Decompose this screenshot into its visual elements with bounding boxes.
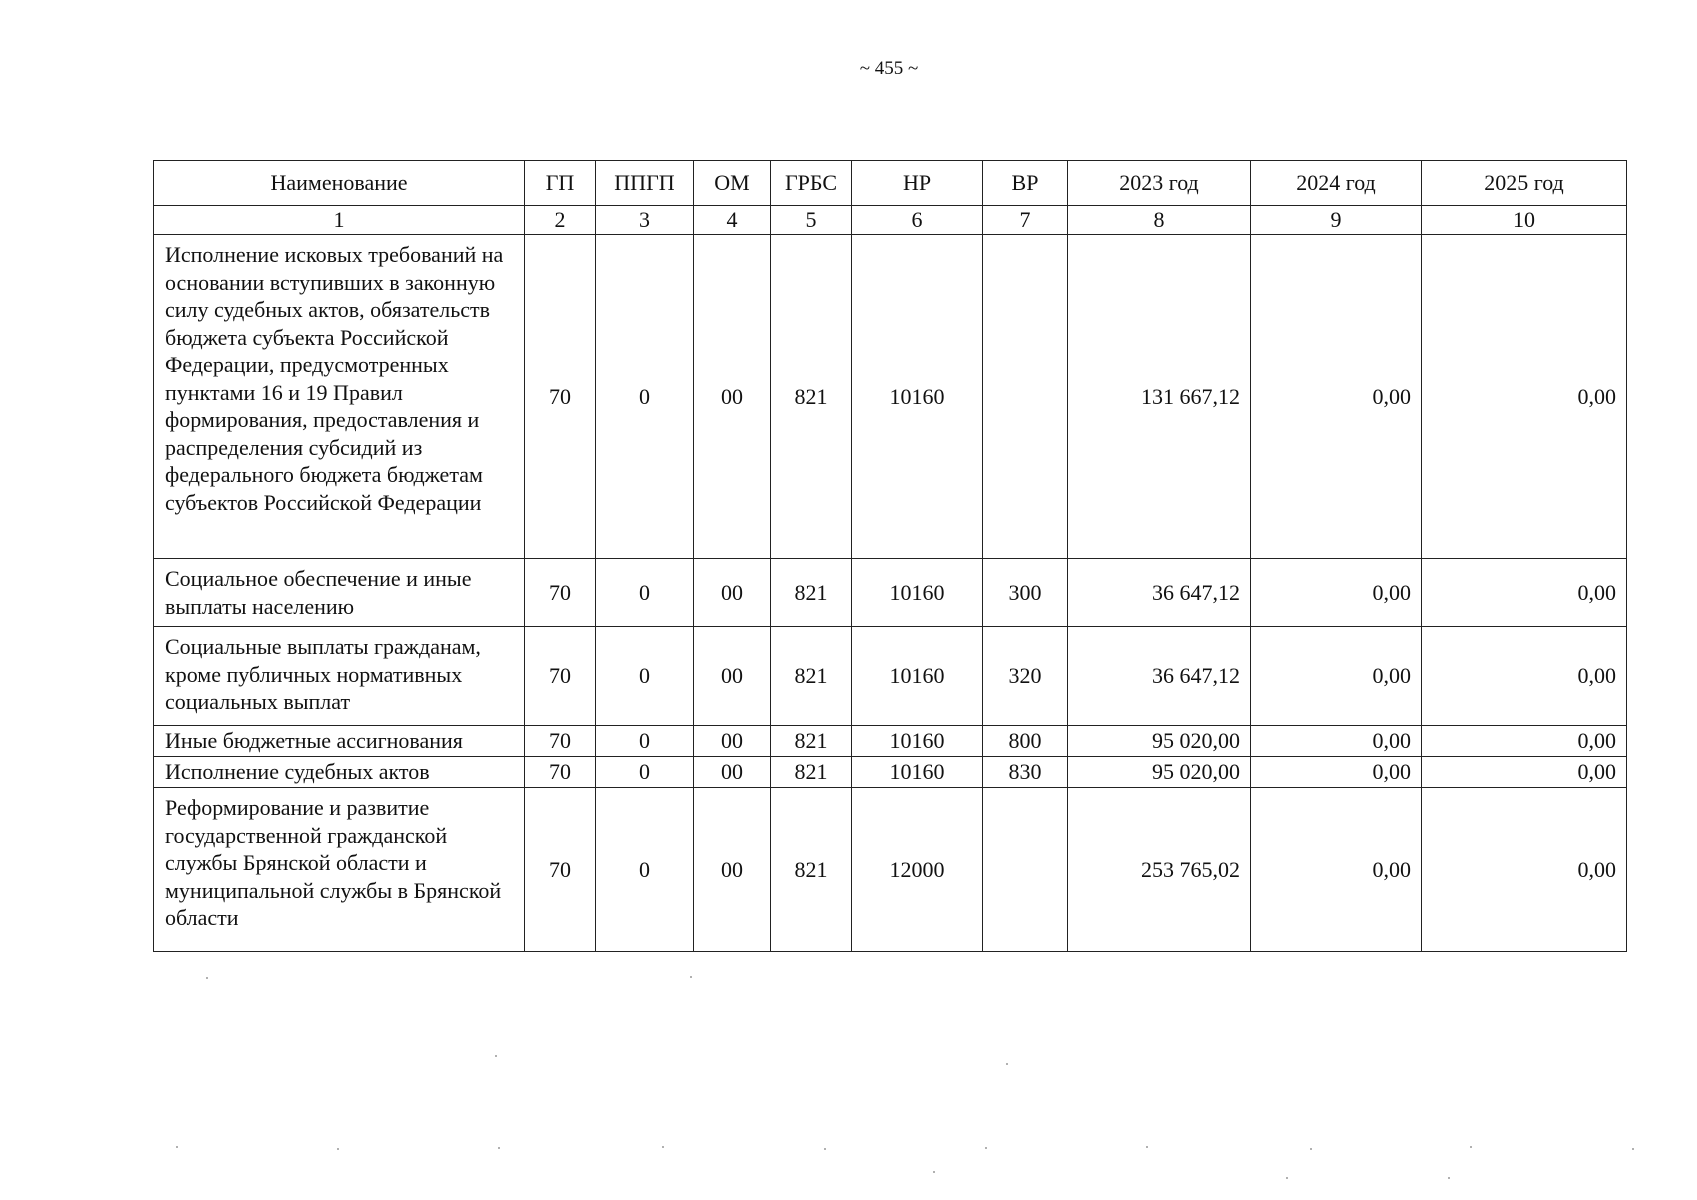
cell-nr: 10160 — [852, 726, 983, 757]
row-name: Социальные выплаты гражданам, кроме публичных нормативных социальных выплат — [154, 627, 525, 726]
cell-vr: 800 — [983, 726, 1068, 757]
cell-nr: 10160 — [852, 627, 983, 726]
cell-nr: 10160 — [852, 559, 983, 627]
column-index: 9 — [1251, 206, 1422, 235]
page-number: ~ 455 ~ — [859, 58, 919, 79]
header-2025: 2025 год — [1422, 161, 1627, 206]
column-index: 5 — [771, 206, 852, 235]
header-ppgp: ППГП — [596, 161, 694, 206]
header-grbs: ГРБС — [771, 161, 852, 206]
scan-speck — [1286, 1177, 1288, 1179]
cell-gp: 70 — [525, 559, 596, 627]
cell-2023: 253 765,02 — [1068, 788, 1251, 952]
column-index: 7 — [983, 206, 1068, 235]
header-name: Наименование — [154, 161, 525, 206]
cell-2024: 0,00 — [1251, 757, 1422, 788]
cell-om: 00 — [694, 627, 771, 726]
header-2023: 2023 год — [1068, 161, 1251, 206]
scan-speck — [337, 1148, 339, 1150]
cell-grbs: 821 — [771, 757, 852, 788]
cell-grbs: 821 — [771, 726, 852, 757]
row-name: Иные бюджетные ассигнования — [154, 726, 525, 757]
scan-speck — [690, 976, 692, 978]
cell-nr: 10160 — [852, 235, 983, 559]
row-name: Реформирование и развитие государственной гражданской службы Брянской области и муниципальной службы в Брянской области — [154, 788, 525, 952]
table-row — [154, 788, 1627, 952]
cell-gp: 70 — [525, 235, 596, 559]
cell-vr: 320 — [983, 627, 1068, 726]
table-row — [154, 559, 1627, 627]
cell-gp: 70 — [525, 627, 596, 726]
cell-2025: 0,00 — [1422, 726, 1627, 757]
scan-speck — [1006, 1063, 1008, 1065]
row-name: Социальное обеспечение и иные выплаты населению — [154, 559, 525, 627]
cell-vr: 830 — [983, 757, 1068, 788]
cell-grbs: 821 — [771, 627, 852, 726]
cell-grbs: 821 — [771, 235, 852, 559]
cell-nr: 10160 — [852, 757, 983, 788]
cell-ppgp: 0 — [596, 627, 694, 726]
header-gp: ГП — [525, 161, 596, 206]
cell-gp: 70 — [525, 757, 596, 788]
scan-speck — [662, 1146, 664, 1148]
cell-vr — [983, 788, 1068, 952]
column-index: 8 — [1068, 206, 1251, 235]
cell-om: 00 — [694, 559, 771, 627]
scan-speck — [985, 1147, 987, 1149]
cell-2023: 95 020,00 — [1068, 757, 1251, 788]
table-row — [154, 726, 1627, 757]
scan-speck — [498, 1147, 500, 1149]
header-nr: НР — [852, 161, 983, 206]
column-index: 2 — [525, 206, 596, 235]
table-row — [154, 757, 1627, 788]
cell-grbs: 821 — [771, 559, 852, 627]
cell-ppgp: 0 — [596, 726, 694, 757]
cell-vr: 300 — [983, 559, 1068, 627]
cell-ppgp: 0 — [596, 559, 694, 627]
cell-vr — [983, 235, 1068, 559]
scan-speck — [933, 1171, 935, 1173]
scan-speck — [1632, 1148, 1634, 1150]
cell-2025: 0,00 — [1422, 235, 1627, 559]
cell-nr: 12000 — [852, 788, 983, 952]
cell-2023: 36 647,12 — [1068, 627, 1251, 726]
cell-2023: 36 647,12 — [1068, 559, 1251, 627]
header-2024: 2024 год — [1251, 161, 1422, 206]
cell-2024: 0,00 — [1251, 726, 1422, 757]
column-index: 6 — [852, 206, 983, 235]
row-name: Исполнение судебных актов — [154, 757, 525, 788]
table-row — [154, 235, 1627, 559]
column-index-row — [154, 206, 1627, 235]
cell-om: 00 — [694, 757, 771, 788]
cell-om: 00 — [694, 788, 771, 952]
scan-speck — [495, 1055, 497, 1057]
cell-2024: 0,00 — [1251, 235, 1422, 559]
cell-2025: 0,00 — [1422, 627, 1627, 726]
scan-speck — [824, 1148, 826, 1150]
budget-table — [153, 160, 1627, 952]
cell-ppgp: 0 — [596, 757, 694, 788]
cell-om: 00 — [694, 726, 771, 757]
column-index: 10 — [1422, 206, 1627, 235]
cell-2024: 0,00 — [1251, 559, 1422, 627]
header-vr: ВР — [983, 161, 1068, 206]
column-index: 3 — [596, 206, 694, 235]
cell-2025: 0,00 — [1422, 559, 1627, 627]
scan-speck — [1448, 1177, 1450, 1179]
cell-2023: 95 020,00 — [1068, 726, 1251, 757]
cell-ppgp: 0 — [596, 788, 694, 952]
row-name: Исполнение исковых требований на основании вступивших в законную силу судебных актов, обязательств бюджета субъекта Российской Федерации, предусмотренных пунктами 16 и 19 Правил формирования, предоставления и распределения субсидий из федерального бюджета бюджетам субъектов Российской Федерации — [154, 235, 525, 559]
cell-2025: 0,00 — [1422, 788, 1627, 952]
cell-2023: 131 667,12 — [1068, 235, 1251, 559]
cell-ppgp: 0 — [596, 235, 694, 559]
column-index: 1 — [154, 206, 525, 235]
header-om: ОМ — [694, 161, 771, 206]
cell-grbs: 821 — [771, 788, 852, 952]
scan-speck — [1470, 1146, 1472, 1148]
scan-speck — [206, 977, 208, 979]
header-row — [154, 161, 1627, 206]
cell-om: 00 — [694, 235, 771, 559]
cell-gp: 70 — [525, 726, 596, 757]
scan-speck — [1310, 1148, 1312, 1150]
table-row — [154, 627, 1627, 726]
column-index: 4 — [694, 206, 771, 235]
cell-gp: 70 — [525, 788, 596, 952]
cell-2024: 0,00 — [1251, 627, 1422, 726]
cell-2025: 0,00 — [1422, 757, 1627, 788]
scan-speck — [1146, 1146, 1148, 1148]
cell-2024: 0,00 — [1251, 788, 1422, 952]
scan-speck — [176, 1146, 178, 1148]
